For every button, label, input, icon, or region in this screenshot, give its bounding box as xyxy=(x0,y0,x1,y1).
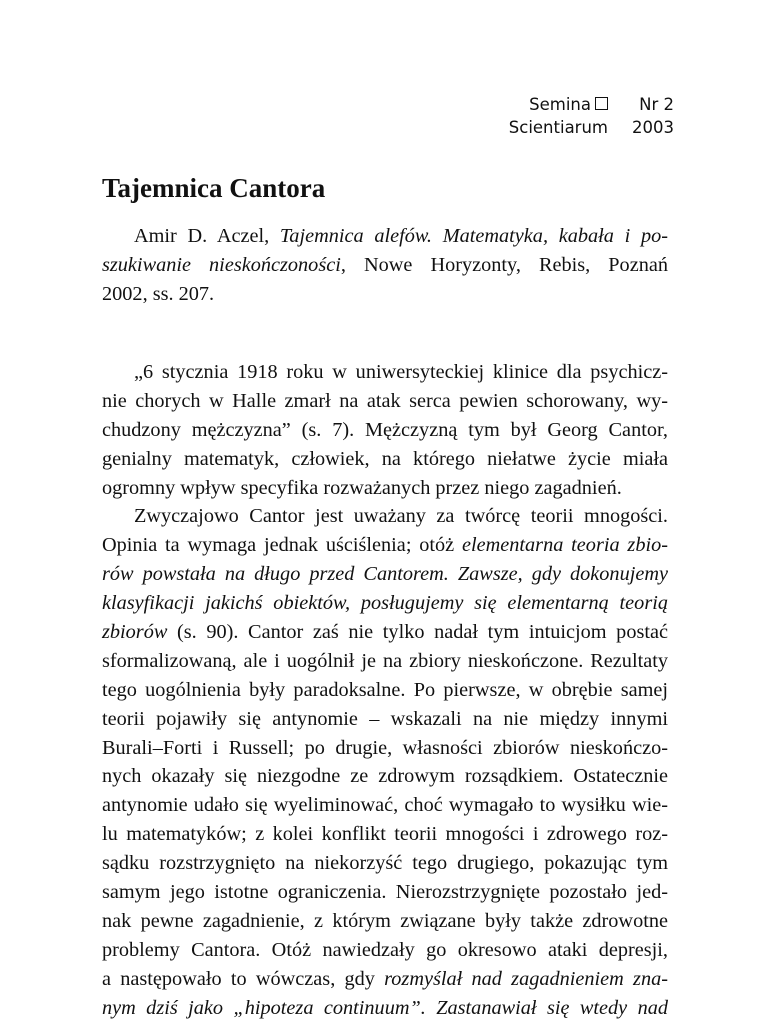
journal-header xyxy=(509,93,674,139)
text-line: problemy Cantora. Otóż nawiedzały go okresowo ataki depresji, xyxy=(102,938,668,961)
text-line xyxy=(102,560,668,589)
text-line: nych okazały się niezgodne ze zdrowym rozsądkiem. Ostatecznie xyxy=(102,765,668,788)
text-line: sądku rozstrzygnięto na niekorzyść tego drugiego, pokazując tym xyxy=(102,852,668,875)
article-title: Tajemnica Cantora xyxy=(102,173,326,203)
italic-span: elementarna teoria zbio- xyxy=(461,534,668,557)
square-icon xyxy=(595,97,608,110)
text-line: Zwyczajowo Cantor jest uważany za twórcę teorii mnogości. xyxy=(134,505,668,528)
journal-name-line1: Semina xyxy=(529,95,591,114)
text-span: a następowało to wówczas, gdy xyxy=(102,967,385,990)
text-line: teorii pojawiły się antynomie – wskazali na nie między innymi xyxy=(102,707,668,730)
italic-span: klasyfikacji jakichś obiektów, posługujemy się elementarną teorią xyxy=(102,592,668,615)
text-line: ogromny wpływ specyfika rozważanych przez niego zagadnień. xyxy=(102,476,622,499)
text-line: nie chorych w Halle zmarł na atak serca pewien schorowany, wy- xyxy=(102,389,668,412)
text-span: (s. 90). Cantor zaś nie tylko nadał tym intuicjom postać xyxy=(167,621,668,644)
text-line xyxy=(102,994,668,1023)
text-line: chudzony mężczyzna” (s. 7). Mężczyzną tym był Georg Cantor, xyxy=(102,418,668,441)
italic-span: zbiorów xyxy=(102,621,168,644)
text-line: Burali–Forti i Russell; po drugie, własności zbiorów nieskończo- xyxy=(102,736,668,759)
journal-name-line2: Scientiarum xyxy=(508,118,608,137)
text-line xyxy=(102,531,668,560)
italic-span: nym dziś jako „hipoteza continuum”. Zastanawiał się wtedy nad xyxy=(102,996,668,1019)
author-text: Amir D. Aczel, xyxy=(134,225,280,247)
text-line xyxy=(102,965,668,994)
issue-year: 2003 xyxy=(632,118,674,137)
bibliographic-reference xyxy=(102,222,668,309)
biblio-line xyxy=(102,222,668,251)
text-line: „6 stycznia 1918 roku w uniwersyteckiej klinice dla psychicz- xyxy=(134,361,668,383)
italic-span: rów powstała na długo przed Cantorem. Zawsze, gdy dokonujemy xyxy=(102,563,668,586)
publisher-text: , Nowe Horyzonty, Rebis, Poznań xyxy=(340,253,668,276)
text-line: nak pewne zagadnienie, z którym związane były także zdrowotne xyxy=(102,909,668,932)
text-line xyxy=(102,618,668,647)
text-line: sformalizowaną, ale i uogólnił je na zbiory nieskończone. Rezultaty xyxy=(102,649,668,672)
biblio-line xyxy=(102,251,668,280)
text-line: lu matematyków; z kolei konflikt teorii mnogości i zdrowego roz- xyxy=(102,823,668,846)
text-line: tego uogólnienia były paradoksalne. Po pierwsze, w obrębie samej xyxy=(102,678,668,701)
article-body xyxy=(102,358,668,1022)
text-line: antynomie udało się wyeliminować, choć wymagało to wysiłku wie- xyxy=(102,794,668,817)
text-line xyxy=(102,589,668,618)
italic-span: rozmyślał nad zagadnieniem zna- xyxy=(384,967,668,990)
text-line: samym jego istotne ograniczenia. Nierozstrzygnięte pozostało jed- xyxy=(102,881,668,904)
book-title-text: szukiwanie nieskończoności xyxy=(102,253,341,276)
book-title-text: Tajemnica alefów. Matematyka, kabała i po- xyxy=(279,225,668,247)
issue-number: Nr 2 xyxy=(639,95,674,114)
biblio-line: 2002, ss. 207. xyxy=(102,282,215,305)
text-line: genialny matematyk, człowiek, na którego niełatwe życie miała xyxy=(102,447,668,470)
text-span: Opinia ta wymaga jednak uściślenia; otóż xyxy=(102,534,462,557)
